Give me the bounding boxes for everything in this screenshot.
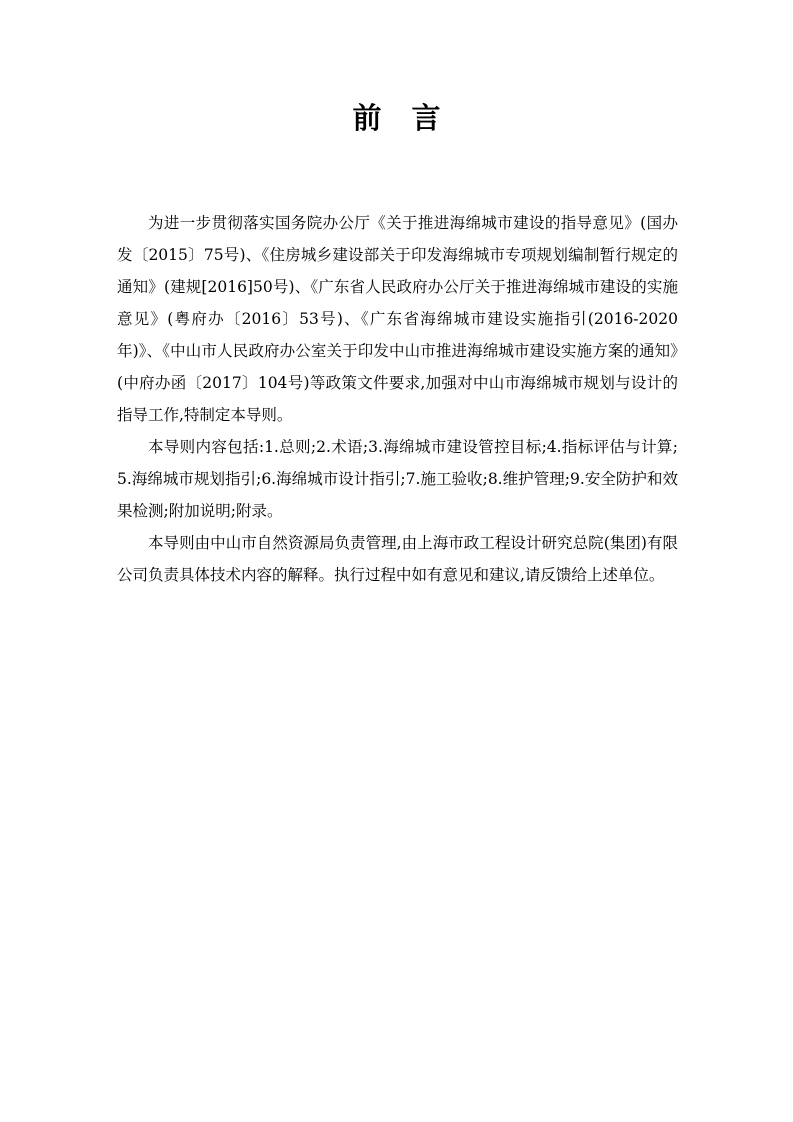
- page-title: [0, 98, 793, 138]
- preface-body: [117, 207, 678, 591]
- paragraph-management: 本导则由中山市自然资源局负责管理,由上海市政工程设计研究总院(集团)有限公司负责具体技术内容的解释。执行过程中如有意见和建议,请反馈给上述单位。: [117, 534, 678, 584]
- paragraph-contents: 本导则内容包括:1.总则;2.术语;3.海绵城市建设管控目标;4.指标评估与计算;5.海绵城市规划指引;6.海绵城市设计指引;7.施工验收;8.维护管理;9.安全防护和效果检测;附加说明;附录。: [117, 438, 678, 520]
- page-title-char-2: 言: [411, 101, 441, 135]
- paragraph-policy-basis: 为进一步贯彻落实国务院办公厅《关于推进海绵城市建设的指导意见》(国办发〔2015〕75号)、《住房城乡建设部关于印发海绵城市专项规划编制暂行规定的通知》(建规[2016]50号)、《广东省人民政府办公厅关于推进海绵城市建设的实施意见》(粤府办〔2016〕53号)、《广东省海绵城市建设实施指引(2016-2020年)》、《中山市人民政府办公室关于印发中山市推进海绵城市建设实施方案的通知》(中府办函〔2017〕104号)等政策文件要求,加强对中山市海绵城市规划与设计的指导工作,特制定本导则。: [117, 214, 678, 424]
- page-title-char-1: 前: [352, 101, 382, 135]
